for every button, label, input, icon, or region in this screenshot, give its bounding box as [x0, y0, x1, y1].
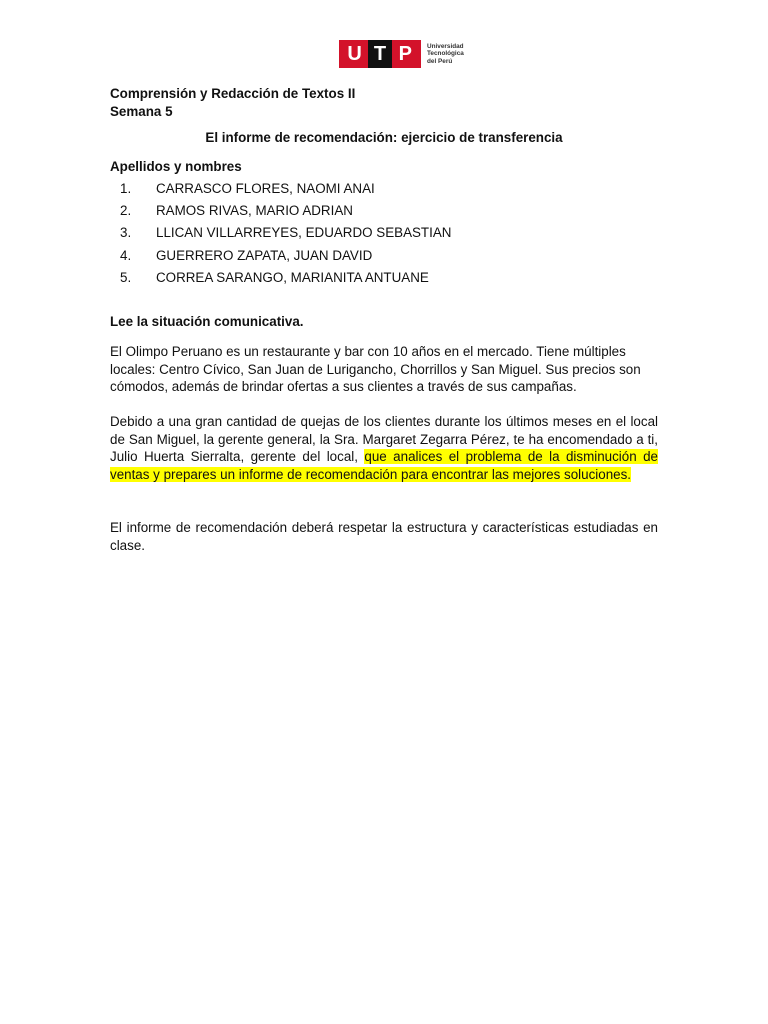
document-header: [110, 85, 658, 120]
highlighted-task-text: que analices el problema de la disminución de ventas y prepares un informe de recomendación para encontrar las mejores soluciones.: [110, 449, 658, 482]
document-title: El informe de recomendación: ejercicio de transferencia: [205, 130, 563, 145]
utp-logo: [339, 40, 464, 68]
list-item: [110, 202, 451, 224]
list-item: [110, 180, 451, 202]
logo-line-1: Universidad: [427, 43, 464, 51]
logo-letter-t: T: [368, 40, 392, 68]
logo-line-3: del Perú: [427, 57, 453, 65]
list-number: 1.: [120, 181, 132, 196]
situation-paragraph: El Olimpo Peruano es un restaurante y bar con 10 años en el mercado. Tiene múltiples locales: Centro Cívico, San Juan de Lurigancho, Chorrillos y San Miguel. Sus precios son cómodos, además de brindar ofertas a sus clientes a través de sus campañas.: [110, 344, 641, 394]
list-number: 5.: [120, 269, 132, 285]
names-list: [110, 180, 451, 291]
list-number: 4.: [120, 247, 132, 263]
requirements-paragraph: El informe de recomendación deberá respetar la estructura y características estudiadas en clase.: [110, 520, 658, 553]
list-item: [110, 224, 451, 246]
task-paragraph: [110, 413, 658, 483]
student-name: RAMOS RIVAS, MARIO ADRIAN: [156, 203, 353, 219]
student-name: LLICAN VILLARREYES, EDUARDO SEBASTIAN: [156, 225, 452, 241]
list-item: [110, 269, 451, 291]
list-number: 2.: [120, 203, 132, 219]
week-label: Semana 5: [110, 103, 173, 119]
logo-letter-u: U: [347, 43, 362, 65]
list-number: 3.: [120, 225, 132, 241]
list-item: [110, 247, 451, 269]
course-name: Comprensión y Redacción de Textos II: [110, 86, 356, 101]
logo-letter-p: P: [398, 43, 412, 65]
student-name: GUERRERO ZAPATA, JUAN DAVID: [156, 247, 373, 263]
logo-line-2: Tecnológica: [427, 50, 464, 58]
logo-university-name: [427, 43, 464, 65]
task-text: Debido a una gran cantidad de quejas de los clientes durante los últimos meses en el local de San Miguel, la gerente general, la Sra. Margaret Zegarra Pérez, te ha encomendado a ti, Julio Huerta Sierralta, gerente del local,: [110, 414, 658, 464]
student-name: CARRASCO FLORES, NAOMI ANAI: [156, 181, 375, 196]
student-name: CORREA SARANGO, MARIANITA ANTUANE: [156, 269, 429, 285]
names-heading: Apellidos y nombres: [110, 159, 242, 174]
utp-logo-mark: [339, 40, 421, 68]
instruction-heading: Lee la situación comunicativa.: [110, 314, 304, 329]
